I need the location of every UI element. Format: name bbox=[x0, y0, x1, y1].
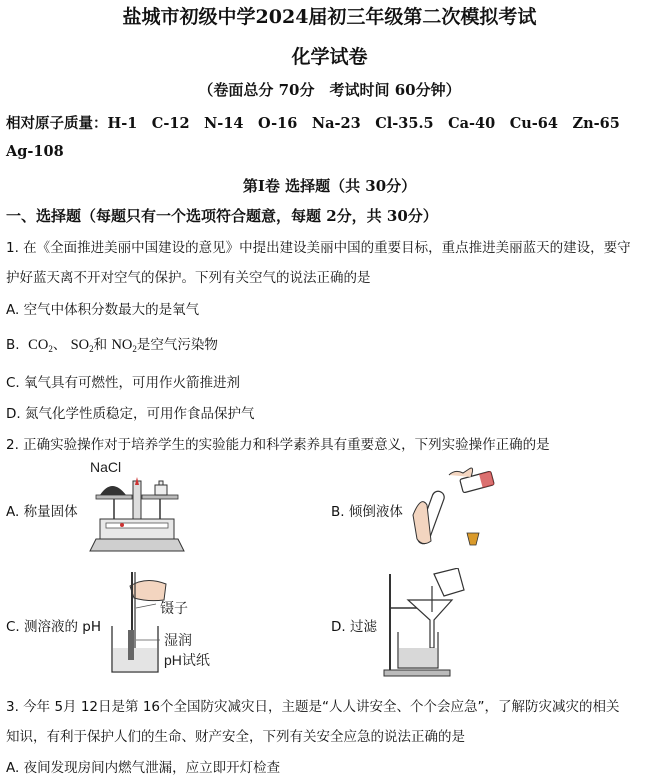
rider bbox=[120, 523, 124, 527]
funnel bbox=[408, 600, 452, 648]
q3-stem-line2: 知识，有利于保护人们的生命、财产安全，下列有关安全应急的说法正确的是 bbox=[6, 729, 465, 745]
left-pan bbox=[96, 495, 132, 499]
filtration-figure bbox=[382, 568, 482, 680]
part-title: 第Ⅰ卷 选择题（共 30分） bbox=[242, 177, 417, 195]
ph-test-figure bbox=[106, 568, 216, 678]
exam-info: （卷面总分 70分 考试时间 60分钟） bbox=[198, 81, 461, 99]
q1-option-a: A. 空气中体积分数最大的是氧气 bbox=[6, 302, 200, 318]
q1-b-so: $SO_2$ bbox=[70, 337, 94, 354]
subject-title: 化学试卷 bbox=[291, 46, 368, 68]
atomic-masses-line2: Ag-108 bbox=[6, 143, 64, 160]
stand-base bbox=[384, 670, 450, 676]
q2-option-d: D. 过滤 bbox=[331, 619, 377, 635]
q1-stem-line1: 1. 在《全面推进美丽中国建设的意见》中提出建设美丽中国的重要目标，重点推进美丽蓝天的建设，要守 bbox=[6, 240, 631, 256]
q1-option-b: B. $CO_2$、 $SO_2$和 $NO_2$是空气污染物 bbox=[6, 337, 218, 354]
balance-scale-bar bbox=[106, 523, 168, 528]
pouring-beaker bbox=[434, 568, 464, 596]
balance-pillar bbox=[133, 481, 141, 519]
atomic-masses-line1: 相对原子质量：H-1 C-12 N-14 O-16 Na-23 Cl-35.5 Ca-40 Cu-64 Zn-65 bbox=[6, 115, 620, 132]
q1-option-c: C. 氧气具有可燃性，可用作火箭推进剂 bbox=[6, 375, 241, 391]
pouring-figure bbox=[403, 455, 503, 560]
q2-option-c: C. 测溶液的 pH bbox=[6, 619, 102, 635]
exam-title: 盐城市初级中学2024届初三年级第二次模拟考试 bbox=[122, 6, 537, 28]
right-pan bbox=[142, 495, 178, 499]
ph-paper-label-1: 湿润 bbox=[164, 632, 192, 648]
q1-b-prefix: B. bbox=[6, 337, 20, 353]
q3-stem-line1: 3. 今年 5月 12日是第 16个全国防灾减灾日，主题是“人人讲安全、个个会应急”，了解防灾减灾的相关 bbox=[6, 699, 620, 715]
q1-option-d: D. 氮气化学性质稳定，可用作食品保护气 bbox=[6, 406, 255, 422]
solution bbox=[113, 648, 157, 671]
ph-paper-label-2: pH试纸 bbox=[164, 652, 210, 668]
weight-block bbox=[155, 485, 167, 495]
ph-paper bbox=[128, 630, 134, 660]
bottle-stopper bbox=[467, 533, 479, 545]
nacl-label: NaCl bbox=[90, 459, 122, 475]
q2-option-b: B. 倾倒液体 bbox=[331, 504, 403, 520]
q1-stem-line2: 护好蓝天离不开对空气的保护。下列有关空气的说法正确的是 bbox=[6, 270, 371, 286]
hand bbox=[449, 468, 473, 477]
balance-figure bbox=[82, 455, 192, 560]
q1-b-co: $CO_2$ bbox=[28, 337, 53, 354]
q2-option-a: A. 称量固体 bbox=[6, 504, 78, 520]
salt-pile bbox=[100, 486, 126, 495]
tweezers-label: 镊子 bbox=[160, 600, 188, 616]
balance-body bbox=[100, 519, 174, 539]
balance-base bbox=[90, 539, 184, 551]
q1-b-no: $NO_2$ bbox=[111, 337, 137, 354]
q3-option-a: A. 夜间发现房间内燃气泄漏，应立即开灯检查 bbox=[6, 760, 281, 776]
section-title: 一、选择题（每题只有一个选项符合题意，每题 2分，共 30分） bbox=[6, 207, 438, 225]
q2-stem: 2. 正确实验操作对于培养学生的实验能力和科学素养具有重要意义，下列实验操作正确的是 bbox=[6, 437, 550, 453]
filtrate bbox=[399, 648, 437, 667]
